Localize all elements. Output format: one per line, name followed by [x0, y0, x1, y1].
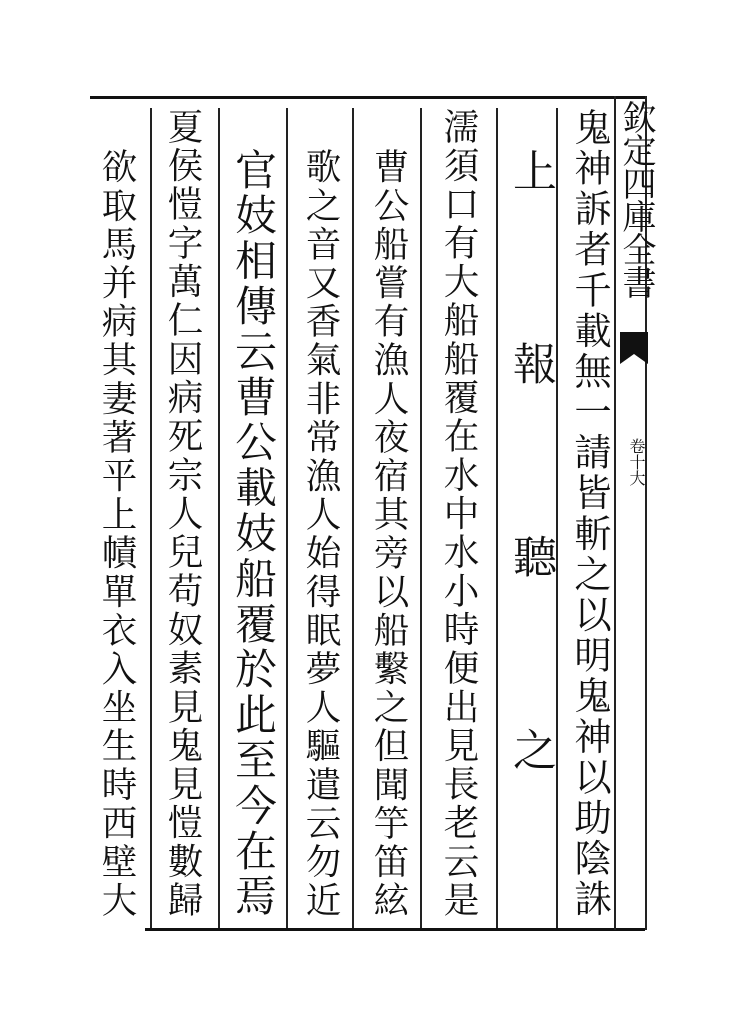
fish-tail-mark-icon	[620, 332, 648, 364]
book-title: 欽定四庫全書	[616, 100, 656, 298]
text-column-8: 欲取馬并病其妻著平上幘單衣入坐生時西壁大	[96, 148, 137, 920]
volume-label: 卷十大	[627, 438, 646, 486]
column-divider	[352, 108, 354, 928]
bottom-border-line	[145, 928, 645, 931]
text-column-3: 濡須口有大船船覆在水中水小時便出見長老云是	[438, 108, 479, 920]
column-divider	[420, 108, 422, 928]
column-divider	[218, 108, 220, 928]
text-column-4: 曹公船嘗有漁人夜宿其旁以船繫之但聞竽笛絃	[368, 148, 409, 920]
text-column-2: 上報聽之	[505, 148, 556, 920]
text-column-6: 官妓相傳云曹公載妓船覆於此至今在焉	[228, 148, 277, 920]
column-divider	[286, 108, 288, 928]
text-column-5: 歌之音又香氣非常漁人始得眠夢人驅遣云勿近	[300, 148, 341, 920]
column-divider	[496, 108, 498, 928]
text-column-1: 鬼神訴者千載無一請皆斬之以明鬼神以助陰誅	[568, 108, 612, 920]
top-border-line	[90, 96, 645, 99]
text-column-7: 夏侯愷字萬仁因病死宗人兒苟奴素見鬼見愷數歸	[162, 108, 203, 920]
